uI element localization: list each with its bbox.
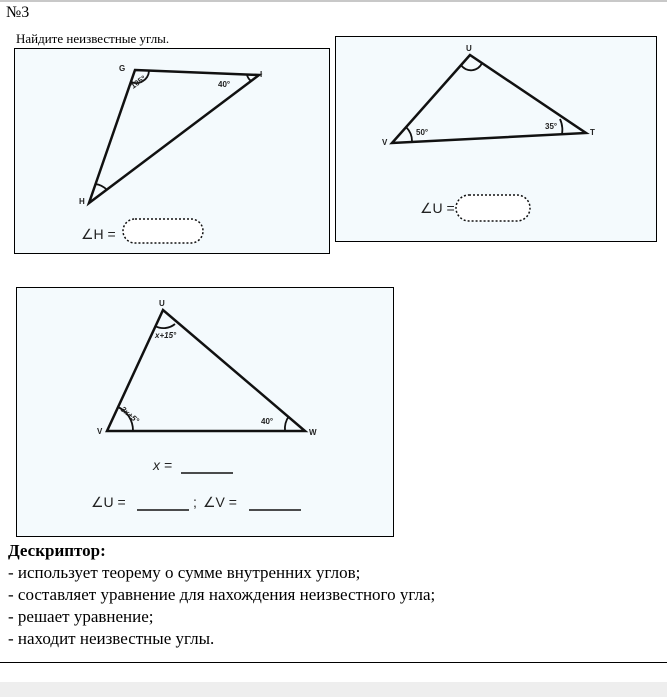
vertex-v3-label: V: [97, 427, 103, 436]
angle-u3-value: x+15°: [155, 331, 177, 340]
angle-t-value: 35°: [545, 122, 558, 131]
figure-2-panel: [335, 36, 657, 242]
descriptor-item: - составляет уравнение для нахождения неизвестного угла;: [8, 585, 436, 604]
descriptor-item: - находит неизвестные углы.: [8, 629, 215, 648]
arc-angle-h: [95, 184, 107, 190]
angle-u3-label: ∠U =: [91, 494, 126, 510]
angle-i-value: 40°: [218, 80, 231, 89]
angle-h-answer-box[interactable]: [123, 219, 203, 243]
top-divider: [0, 0, 667, 2]
arc-angle-u: [461, 63, 482, 70]
figure-2-diagram: [336, 37, 656, 241]
descriptor-item: - решает уравнение;: [8, 607, 154, 626]
figure-1-panel: [14, 48, 330, 254]
arc-angle-t: [560, 119, 562, 134]
triangle-uvw: [107, 310, 305, 431]
angle-v-value: 50°: [416, 128, 429, 137]
descriptor-title: Дескриптор:: [8, 541, 106, 560]
angle-w3-value: 40°: [261, 417, 274, 426]
angle-u-label: ∠U =: [420, 200, 455, 216]
angle-h-label: ∠H =: [81, 226, 116, 242]
bottom-divider: [0, 662, 667, 663]
triangle-ghi: [89, 70, 259, 203]
figure-3-panel: [16, 287, 394, 537]
angle-g-value: 105°: [128, 73, 148, 91]
angle-v3-value: 3x+5°: [118, 404, 141, 426]
vertex-h-label: H: [79, 197, 85, 206]
angle-v3-label: ∠V =: [203, 494, 237, 510]
descriptor-item: - использует теорему о сумме внутренних углов;: [8, 563, 361, 582]
vertex-g-label: G: [119, 64, 126, 73]
answer-separator: ;: [193, 494, 197, 510]
bottom-bar: [0, 682, 667, 697]
figure-3-diagram: [17, 288, 393, 536]
x-label: x =: [153, 457, 173, 473]
vertex-u3-label: U: [159, 299, 165, 308]
task-instruction: Найдите неизвестные углы.: [16, 31, 170, 46]
vertex-v-label: V: [382, 138, 388, 147]
arc-angle-u3: [155, 324, 175, 328]
task-number: №3: [6, 4, 30, 21]
arc-angle-v: [406, 127, 412, 142]
arc-angle-w3: [285, 416, 289, 431]
vertex-t-label: T: [590, 128, 595, 137]
figure-1-diagram: [15, 49, 329, 253]
angle-u-answer-box[interactable]: [456, 195, 530, 221]
vertex-i-label: I: [260, 70, 263, 79]
descriptor-block: [8, 540, 435, 650]
vertex-w3-label: W: [309, 428, 317, 437]
vertex-u-label: U: [466, 44, 472, 53]
